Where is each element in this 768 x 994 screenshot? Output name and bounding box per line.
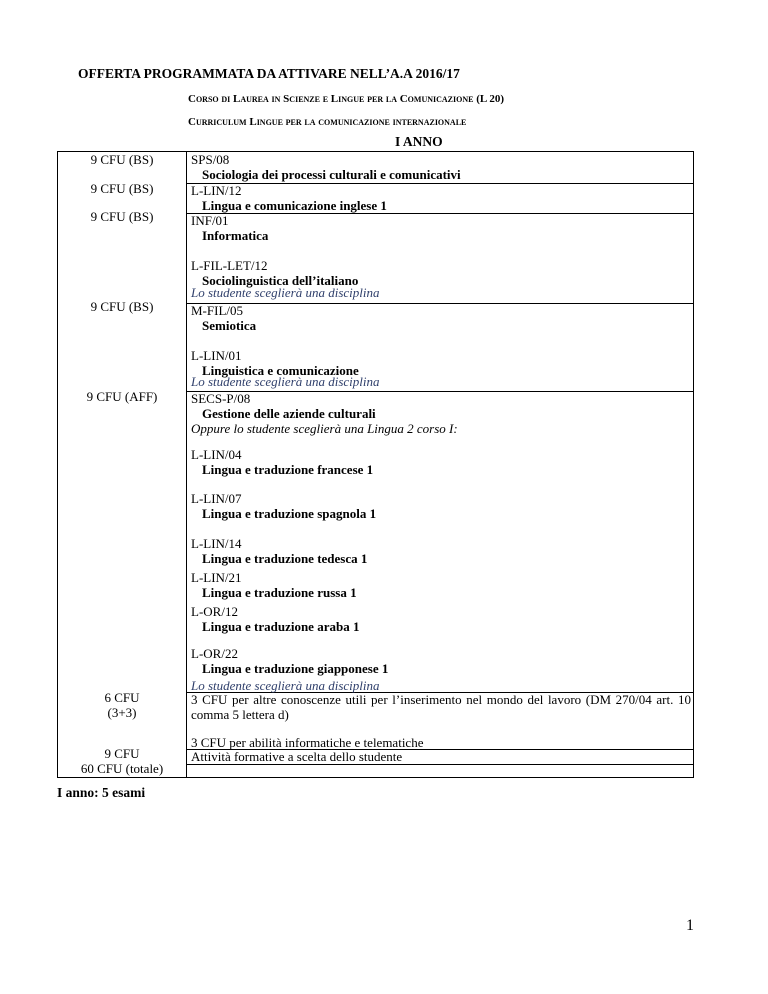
course-table — [57, 151, 694, 778]
course-name: Linguistica e comunicazione — [202, 363, 359, 378]
column-divider — [186, 152, 187, 777]
course-name: Sociolinguistica dell’italiano — [202, 273, 359, 288]
course-code: L-LIN/07 — [191, 491, 242, 506]
course-name: Lingua e traduzione giapponese 1 — [202, 661, 389, 676]
year-heading: I ANNO — [395, 134, 443, 149]
course-heading — [188, 93, 504, 105]
cfu-value: 6 CFU — [104, 690, 140, 705]
row-2-cfu: 9 CFU (BS) — [90, 181, 154, 196]
course-name: Gestione delle aziende culturali — [202, 406, 376, 421]
row-7-description: Attività formative a scelta dello studente — [191, 749, 403, 764]
choice-note: Lo studente sceglierà una disciplina — [191, 678, 380, 693]
choice-note: Lo studente sceglierà una disciplina — [191, 285, 380, 300]
course-name: Informatica — [202, 228, 269, 243]
document-title: OFFERTA PROGRAMMATA DA ATTIVARE NELL’A.A 2016/17 — [78, 66, 460, 81]
course-code: L-LIN/14 — [191, 536, 242, 551]
course-code: L-LIN/01 — [191, 348, 242, 363]
course-name: Lingua e comunicazione inglese 1 — [202, 198, 387, 213]
row-1-cfu: 9 CFU (BS) — [90, 152, 154, 167]
row-4-cfu: 9 CFU (BS) — [90, 299, 154, 314]
choice-note: Lo studente sceglierà una disciplina — [191, 374, 380, 389]
row-divider — [186, 764, 693, 765]
cfu-breakdown: (3+3) — [107, 705, 137, 720]
row-5-cfu: 9 CFU (AFF) — [86, 389, 158, 404]
exam-summary: I anno: 5 esami — [57, 785, 146, 800]
course-name: Lingua e traduzione russa 1 — [202, 585, 357, 600]
course-code: SECS-P/08 — [191, 391, 251, 406]
language-option — [191, 447, 691, 477]
language-option — [191, 570, 691, 600]
curriculum-heading: Curriculum Lingue per la comunicazione internazionale — [188, 116, 467, 128]
language-option — [191, 604, 691, 634]
total-cfu: 60 CFU (totale) — [80, 761, 164, 776]
course-code: M-FIL/05 — [191, 303, 243, 318]
alternative-note: Oppure lo studente sceglierà una Lingua 2 corso I: — [191, 421, 458, 436]
language-option — [191, 536, 691, 566]
course-name: Lingua e traduzione tedesca 1 — [202, 551, 368, 566]
course-name: Corso di Laurea in Scienze e Lingue per la Comunicazione — [188, 93, 474, 105]
course-code: SPS/08 — [191, 152, 230, 167]
course-code: (L 20) — [476, 93, 505, 105]
row-5-course — [191, 391, 691, 436]
course-name: Lingua e traduzione spagnola 1 — [202, 506, 377, 521]
course-name: Lingua e traduzione araba 1 — [202, 619, 360, 634]
language-option — [191, 491, 691, 521]
course-code: L-LIN/04 — [191, 447, 242, 462]
page-number: 1 — [686, 917, 694, 934]
row-7-cfu: 9 CFU — [104, 746, 140, 761]
row-6-description: 3 CFU per altre conoscenze utili per l’inserimento nel mondo del lavoro (DM 270/04 art. 10 comma 5 lettera d) — [191, 692, 691, 722]
row-6-cfu — [58, 690, 186, 720]
course-code: L-LIN/21 — [191, 570, 242, 585]
course-name: Sociologia dei processi culturali e comunicativi — [202, 167, 461, 182]
row-2-course — [191, 183, 691, 213]
course-name: Semiotica — [202, 318, 257, 333]
course-code: L-FIL-LET/12 — [191, 258, 268, 273]
course-code: L-OR/22 — [191, 646, 238, 661]
row-4-course — [191, 303, 691, 378]
course-code: L-LIN/12 — [191, 183, 242, 198]
course-code: L-OR/12 — [191, 604, 238, 619]
language-option — [191, 646, 691, 676]
course-name: Lingua e traduzione francese 1 — [202, 462, 374, 477]
row-1-course — [191, 152, 691, 182]
course-code: INF/01 — [191, 213, 229, 228]
row-6-description-2: 3 CFU per abilità informatiche e telematiche — [191, 735, 424, 750]
row-3-cfu: 9 CFU (BS) — [90, 209, 154, 224]
